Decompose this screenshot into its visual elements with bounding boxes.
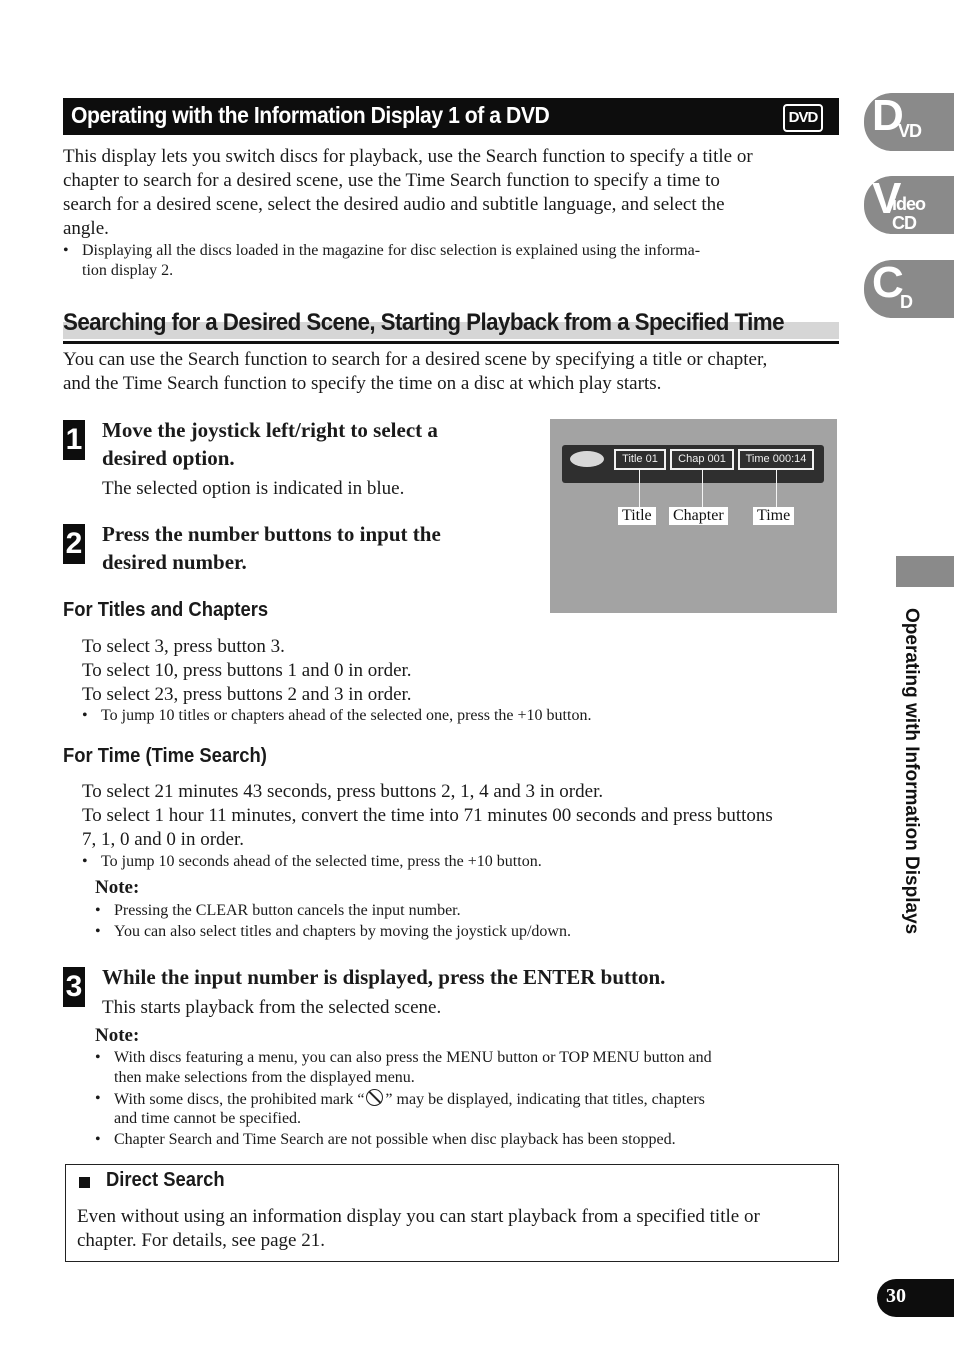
- callout-line: [702, 469, 703, 507]
- side-chapter-label: Operating with Information Displays: [901, 608, 922, 935]
- page-number-tab: [877, 1279, 954, 1317]
- step-2-title: Press the number buttons to input the desired number.: [102, 522, 441, 574]
- step-2-number: 2: [63, 524, 85, 564]
- step-1-title: Move the joystick left/right to select a desired option.: [102, 418, 438, 470]
- side-section-marker: [896, 556, 954, 587]
- note-bullet: • Chapter Search and Time Search are not possible when disc playback has been stopped.: [95, 1131, 676, 1148]
- time-search-text: To select 21 minutes 43 seconds, press buttons 2, 1, 4 and 3 in order. To select 1 hour 11 minutes, convert the time into 71 minutes 00 seconds and press buttons 7, 1, 0 and 0 in order.: [82, 781, 773, 850]
- screen-time-field: Time 000:14: [738, 449, 814, 470]
- step-1-description: The selected option is indicated in blue.: [102, 478, 405, 499]
- titles-chapters-bullet: • To jump 10 titles or chapters ahead of the selected one, press the +10 button.: [82, 707, 592, 724]
- screen-title-field: Title 01: [614, 449, 666, 470]
- step-1-number: 1: [63, 420, 85, 460]
- subsection-heading: [63, 309, 839, 344]
- disc-icon: [570, 451, 604, 467]
- screen-chapter-field: Chap 001: [670, 449, 734, 470]
- callout-line: [776, 469, 777, 507]
- direct-search-text: Even without using an information display you can start playback from a specified title or chapter. For details, see page 21.: [77, 1206, 760, 1251]
- subsection-title: Searching for a Desired Scene, Starting Playback from a Specified Time: [63, 309, 784, 336]
- intro-line: chapter to search for a desired scene, use the Time Search function to specify a time to: [63, 170, 720, 191]
- note-bullet: • With discs featuring a menu, you can also press the MENU button or TOP MENU button and then make selections from the displayed menu.: [95, 1049, 712, 1086]
- callout-time: Time: [753, 507, 794, 525]
- dvd-tab-icon: D VD: [864, 93, 954, 151]
- note-label: Note:: [95, 877, 140, 898]
- note-bullet: • You can also select titles and chapters by moving the joystick up/down.: [95, 923, 571, 940]
- page-number: 30: [886, 1285, 906, 1307]
- section-title: Operating with the Information Display 1 of a DVD: [71, 102, 550, 128]
- dvd-logo-icon: DVD: [783, 104, 823, 132]
- note-label: Note:: [95, 1025, 140, 1046]
- section-paragraph: You can use the Search function to search for a desired scene by specifying a title or chapter, and the Time Search function to specify the time on a disc at which play starts.: [63, 349, 768, 394]
- info-display-figure: [550, 419, 837, 613]
- intro-line: angle.: [63, 218, 109, 239]
- step-3-description: This starts playback from the selected scene.: [102, 997, 442, 1018]
- step-3-title: While the input number is displayed, press the ENTER button.: [102, 965, 666, 989]
- time-search-bullet: • To jump 10 seconds ahead of the selected time, press the +10 button.: [82, 853, 542, 870]
- display-screen: [562, 445, 824, 483]
- callout-chapter: Chapter: [669, 507, 728, 525]
- callout-line: [639, 469, 640, 507]
- square-bullet-icon: [79, 1177, 90, 1188]
- callout-title: Title: [618, 507, 656, 525]
- titles-chapters-heading: For Titles and Chapters: [63, 599, 269, 621]
- cd-tab-icon: C D: [864, 260, 954, 318]
- direct-search-heading: Direct Search: [106, 1169, 225, 1191]
- prohibited-mark-icon: [366, 1089, 383, 1106]
- titles-chapters-text: To select 3, press button 3. To select 10, press buttons 1 and 0 in order. To select 23, press buttons 2 and 3 in order.: [82, 636, 412, 705]
- intro-paragraph: [63, 145, 843, 241]
- note-bullet: • With some discs, the prohibited mark “ ” may be displayed, indicating that titles, chapters and time cannot be specified.: [95, 1090, 705, 1127]
- time-search-heading: For Time (Time Search): [63, 745, 267, 767]
- intro-line: search for a desired scene, select the desired audio and subtitle language, and select the: [63, 194, 725, 215]
- direct-search-box: [65, 1164, 839, 1262]
- section-header-bar: [63, 98, 839, 135]
- intro-line: This display lets you switch discs for playback, use the Search function to specify a title or: [63, 146, 753, 167]
- intro-bullet: • Displaying all the discs loaded in the magazine for disc selection is explained using the informa- tion display 2.: [63, 242, 701, 279]
- step-3-number: 3: [63, 967, 85, 1007]
- note-bullet: • Pressing the CLEAR button cancels the input number.: [95, 902, 461, 919]
- video-cd-tab-icon: V ideo CD: [864, 176, 954, 234]
